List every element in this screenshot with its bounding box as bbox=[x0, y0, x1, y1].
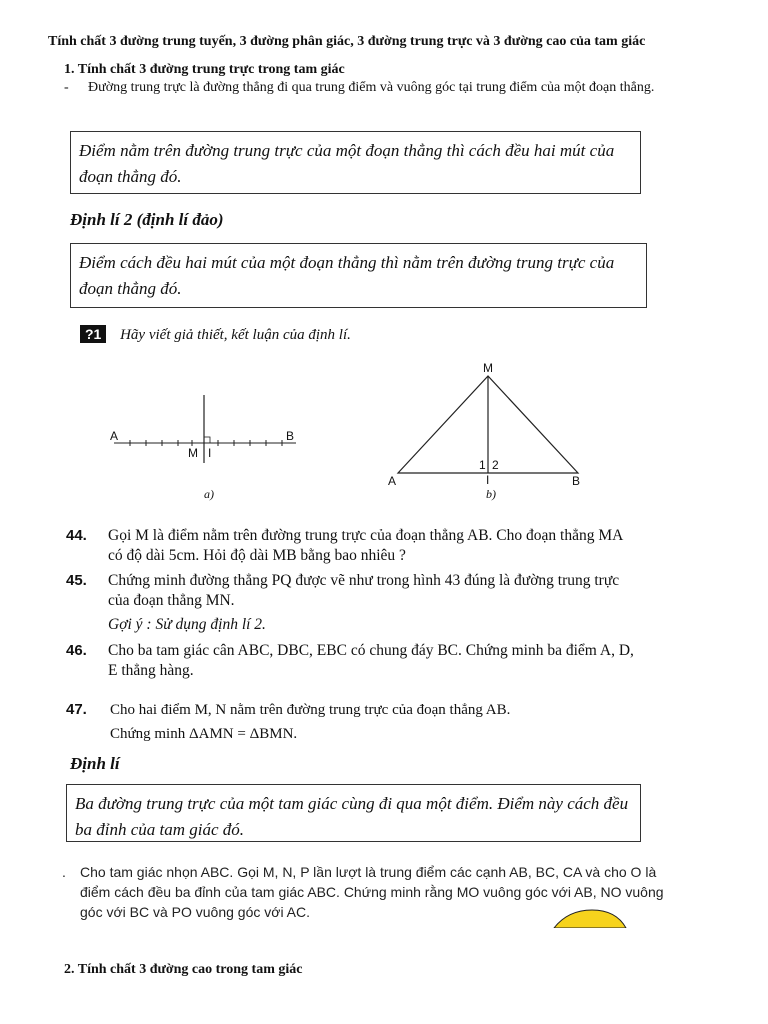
label-m: M bbox=[483, 361, 493, 375]
exercise-hint: Gợi ý : Sử dụng định lí 2. bbox=[108, 616, 266, 633]
angle-1: 1 bbox=[479, 458, 486, 472]
theorem-3-title: Định lí bbox=[70, 754, 120, 773]
exercise-task: Chứng minh ΔAMN = ΔBMN. bbox=[110, 726, 298, 742]
exercise-text: Gọi M là điểm nằm trên đường trung trực của đoạn thẳng AB. Cho đoạn thẳng MA có độ dài 5cm. Hỏi độ dài MB bằng bao nhiêu ? bbox=[108, 527, 623, 564]
label-i: I bbox=[486, 473, 490, 487]
exercise-marker: . bbox=[62, 864, 66, 880]
label-a: A bbox=[388, 474, 397, 488]
exercise-44 bbox=[66, 526, 646, 566]
exercise-text: Cho ba tam giác cân ABC, DBC, EBC có chung đáy BC. Chứng minh ba điểm A, D, E thẳng hàng. bbox=[108, 642, 634, 679]
label-a: A bbox=[110, 429, 119, 443]
right-angle-mark bbox=[204, 437, 210, 443]
label-b: B bbox=[286, 429, 295, 443]
section-1-heading: 1. Tính chất 3 đường trung trực trong tam giác bbox=[64, 62, 345, 77]
label-m: M bbox=[188, 446, 198, 460]
question-1 bbox=[80, 325, 351, 344]
exercise-number: 46. bbox=[66, 642, 87, 659]
label-b: B bbox=[572, 474, 581, 488]
caption-b: b) bbox=[486, 487, 496, 501]
theorem-1-box: Điểm nằm trên đường trung trực của một đoạn thẳng thì cách đều hai mút của đoạn thẳng đó. bbox=[70, 131, 641, 194]
exercise-number: 44. bbox=[66, 527, 87, 544]
label-i: I bbox=[208, 446, 212, 460]
exercise-46 bbox=[66, 641, 646, 681]
definition-text: Đường trung trực là đường thẳng đi qua trung điểm và vuông góc tại trung điểm của một đoạn thẳng. bbox=[88, 80, 655, 95]
theorem-2-title: Định lí 2 (định lí đảo) bbox=[70, 210, 224, 229]
exercise-45 bbox=[66, 571, 646, 633]
yellow-shape-decoration bbox=[552, 908, 628, 928]
theorem-3-box: Ba đường trung trực của một tam giác cùng đi qua một điểm. Điểm này cách đều ba đỉnh của tam giác đó. bbox=[66, 784, 641, 842]
exercise-number: 47. bbox=[66, 701, 87, 718]
exercise-text: Chứng minh đường thẳng PQ được vẽ như trong hình 43 đúng là đường trung trực của đoạn thẳng MN. bbox=[108, 572, 620, 609]
exercise-paragraph-text: Cho tam giác nhọn ABC. Gọi M, N, P lần lượt là trung điểm các cạnh AB, BC, CA và cho O là điểm cách đều ba đỉnh của tam giác ABC. Chứng minh rằng MO vuông góc với AB, NO vuông góc với BC và PO vuông góc với AC. bbox=[80, 864, 664, 920]
bullet-dash: - bbox=[64, 80, 69, 95]
figures bbox=[100, 360, 660, 510]
figure-b bbox=[388, 361, 580, 501]
figure-a bbox=[110, 395, 296, 501]
exercise-text: Cho hai điểm M, N nằm trên đường trung trực của đoạn thẳng AB. bbox=[110, 702, 511, 718]
caption-a: a) bbox=[204, 487, 214, 501]
document-title: Tính chất 3 đường trung tuyến, 3 đường phân giác, 3 đường trung trực và 3 đường cao của tam giác bbox=[48, 34, 646, 49]
theorem-2-box: Điểm cách đều hai mút của một đoạn thẳng thì nằm trên đường trung trực của đoạn thẳng đó. bbox=[70, 243, 647, 308]
section-2-heading: 2. Tính chất 3 đường cao trong tam giác bbox=[64, 962, 303, 977]
exercise-number: 45. bbox=[66, 572, 87, 589]
question-text: Hãy viết giả thiết, kết luận của định lí. bbox=[120, 327, 351, 343]
angle-2: 2 bbox=[492, 458, 499, 472]
question-badge: ?1 bbox=[80, 325, 106, 343]
